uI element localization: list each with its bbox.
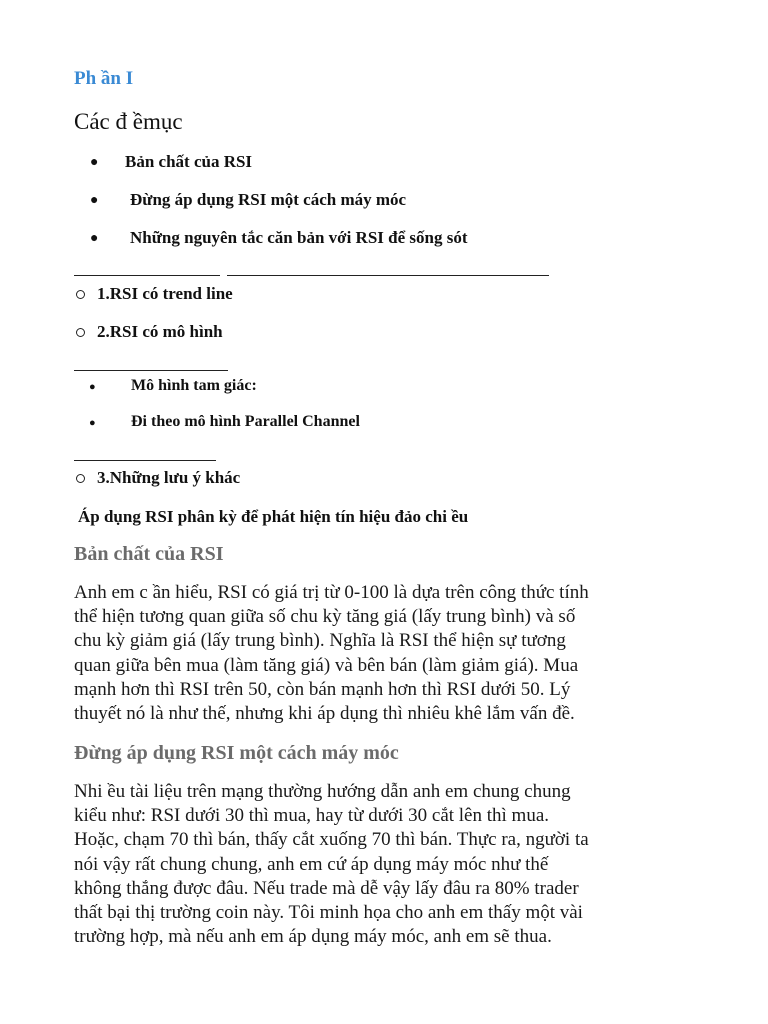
paragraph-line: chu kỳ giảm giá (lấy trung bình). Nghĩa là RSI thể hiện sự tương [74, 630, 566, 652]
section-2-body [74, 780, 714, 949]
paragraph-line: thể hiện tương quan giữa số chu kỳ tăng giá (lấy trung bình) và số [74, 606, 576, 628]
circle-bullet-icon [76, 474, 85, 483]
divider-line [227, 275, 549, 276]
paragraph-line: mạnh hơn thì RSI trên 50, còn bán mạnh hơn thì RSI dưới 50. Lý [74, 678, 571, 700]
paragraph-line: thất bại thị trường coin này. Tôi minh họa cho anh em thấy một vài [74, 902, 583, 924]
paragraph-line: không thắng được đâu. Nếu trade mà dễ vậy lấy đâu ra 80% trader [74, 877, 579, 899]
toc-last-item: Áp dụng RSI phân kỳ để phát hiện tín hiệu đảo chi ều [78, 507, 469, 526]
paragraph-line: Hoặc, chạm 70 thì bán, thấy cắt xuống 70 thì bán. Thực ra, người ta [74, 829, 589, 851]
divider-line [74, 370, 228, 371]
paragraph-line: quan giữa bên mua (làm tăng giá) và bên bán (làm giảm giá). Mua [74, 654, 579, 676]
sub-item-3: 3.Những lưu ý khác [97, 468, 241, 487]
circle-bullet-icon [76, 290, 85, 299]
divider-line [74, 275, 220, 276]
paragraph-line: trường hợp, mà nếu anh em áp dụng máy móc, anh em sẽ thua. [74, 926, 552, 948]
circle-bullet-icon [76, 328, 85, 337]
section-1-body [74, 581, 714, 726]
sub-item-2: 2.RSI có mô hình [97, 322, 223, 341]
toc-item-2: Đừng áp dụng RSI một cách máy móc [130, 190, 407, 209]
part-title: Ph ần I [74, 68, 134, 89]
section-heading-1: Bản chất của RSI [74, 543, 224, 565]
sub-bullet-1: Mô hình tam giác: [131, 377, 257, 394]
bullet-icon: ● [89, 381, 96, 393]
paragraph-line: Nhi ều tài liệu trên mạng thường hướng dẫn anh em chung chung [74, 781, 571, 802]
paragraph-line: nói vậy rất chung chung, anh em cứ áp dụng máy móc như thế [74, 853, 549, 875]
toc-item-3: Những nguyên tắc căn bản với RSI để sống sót [130, 228, 468, 247]
section-heading-2: Đừng áp dụng RSI một cách máy móc [74, 742, 399, 764]
paragraph-line: thuyết nó là như thế, nhưng khi áp dụng thì nhiêu khê lắm vấn đề. [74, 703, 575, 725]
toc-item-1: Bản chất của RSI [125, 152, 253, 171]
paragraph-line: Anh em c ần hiểu, RSI có giá trị từ 0-100 là dựa trên công thức tính [74, 582, 589, 603]
divider-line [74, 460, 216, 461]
sub-item-1: 1.RSI có trend line [97, 284, 233, 303]
bullet-icon: ● [90, 193, 99, 208]
bullet-icon: ● [90, 155, 99, 170]
toc-title: Các đ ềmục [74, 109, 183, 134]
sub-bullet-2: Đi theo mô hình Parallel Channel [131, 413, 360, 430]
paragraph-line: kiểu như: RSI dưới 30 thì mua, hay từ dưới 30 cắt lên thì mua. [74, 805, 550, 827]
bullet-icon: ● [89, 417, 96, 429]
bullet-icon: ● [90, 231, 99, 246]
